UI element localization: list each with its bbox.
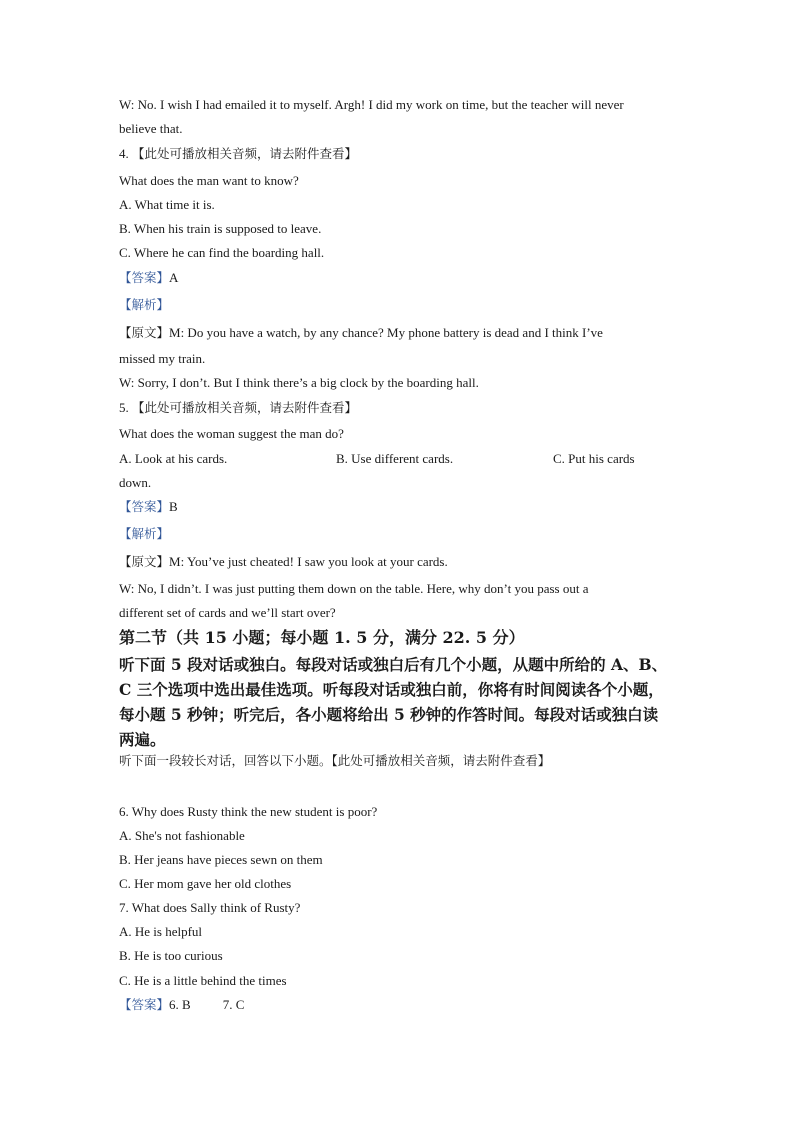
q4-original-line1: [119, 325, 603, 341]
q7-option-a: A. He is helpful: [119, 924, 203, 939]
section2-title: 第二节（共 15 小题；每小题 1. 5 分，满分 22. 5 分）: [119, 628, 525, 647]
q4-question: What does the man want to know?: [119, 173, 299, 188]
original-tag: 【原文】: [119, 554, 170, 569]
q7-question: 7. What does Sally think of Rusty?: [119, 900, 301, 915]
q6-q7-answers: [119, 997, 244, 1013]
q4-original-text1: M: Do you have a watch, by any chance? My phone battery is dead and I think I’ve: [169, 325, 603, 340]
q4-option-c: C. Where he can find the boarding hall.: [119, 245, 325, 260]
q5-analysis: [119, 526, 169, 542]
q5-original-line1: [119, 554, 448, 570]
q4-answer-value: A: [169, 270, 179, 285]
section2-instruction-line4: 两遍。: [119, 730, 166, 749]
q6-question: 6. Why does Rusty think the new student is poor?: [119, 804, 378, 819]
answer-tag: 【答案】: [119, 499, 170, 514]
original-tag: 【原文】: [119, 325, 170, 340]
q5-answer-value: B: [169, 499, 178, 514]
q4-original-line2: missed my train.: [119, 351, 206, 366]
q4-answer: [119, 270, 178, 286]
q5-option-c-cont: down.: [119, 475, 152, 490]
q4-analysis: [119, 297, 169, 313]
section2-sub-instruction: 听下面一段较长对话，回答以下小题。【此处可播放相关音频，请去附件查看】: [119, 753, 551, 768]
q5-option-c: C. Put his cards: [553, 451, 635, 466]
q6-option-a: A. She's not fashionable: [119, 828, 245, 843]
q6-option-c: C. Her mom gave her old clothes: [119, 876, 292, 891]
q6-option-b: B. Her jeans have pieces sewn on them: [119, 852, 323, 867]
q6-answer-value: 6. B: [169, 997, 191, 1012]
q7-option-b: B. He is too curious: [119, 948, 223, 963]
answer-tag: 【答案】: [119, 997, 170, 1012]
q5-original-line2: W: No, I didn’t. I was just putting them down on the table. Here, why don’t you pass out a: [119, 581, 589, 596]
section2-instruction-line3: 每小题 5 秒钟；听完后，各小题将给出 5 秒钟的作答时间。每段对话或独白读: [119, 705, 659, 724]
prev-dialogue-line2: believe that.: [119, 121, 183, 136]
q4-option-a: A. What time it is.: [119, 197, 215, 212]
q7-answer-value: 7. C: [222, 997, 245, 1012]
q5-answer: [119, 499, 178, 515]
q4-audio-note: 【此处可播放相关音频，请去附件查看】: [132, 146, 358, 161]
q4-number: 4.: [119, 146, 129, 161]
q5-question: What does the woman suggest the man do?: [119, 426, 344, 441]
section2-instruction-line2: C 三个选项中选出最佳选项。听每段对话或独白前，你将有时间阅读各个小题，: [119, 680, 664, 699]
q5-original-line3: different set of cards and we’ll start over?: [119, 605, 336, 620]
section2-instruction-line1: 听下面 5 段对话或独白。每段对话或独白后有几个小题，从题中所给的 A、B、: [119, 655, 668, 674]
q7-option-c: C. He is a little behind the times: [119, 973, 287, 988]
q4-original-line3: W: Sorry, I don’t. But I think there’s a big clock by the boarding hall.: [119, 375, 479, 390]
q5-option-a: A. Look at his cards.: [119, 451, 228, 466]
q4-option-b: B. When his train is supposed to leave.: [119, 221, 322, 236]
q5-option-b: B. Use different cards.: [336, 451, 454, 466]
q5-header: [119, 400, 357, 416]
q4-header: [119, 146, 357, 162]
q5-number: 5.: [119, 400, 129, 415]
q5-original-text1: M: You’ve just cheated! I saw you look at your cards.: [169, 554, 448, 569]
q5-audio-note: 【此处可播放相关音频，请去附件查看】: [132, 400, 358, 415]
analysis-tag: 【解析】: [119, 526, 170, 541]
prev-dialogue-line1: W: No. I wish I had emailed it to myself. Argh! I did my work on time, but the teacher will never: [119, 97, 624, 112]
analysis-tag: 【解析】: [119, 297, 170, 312]
answer-tag: 【答案】: [119, 270, 170, 285]
